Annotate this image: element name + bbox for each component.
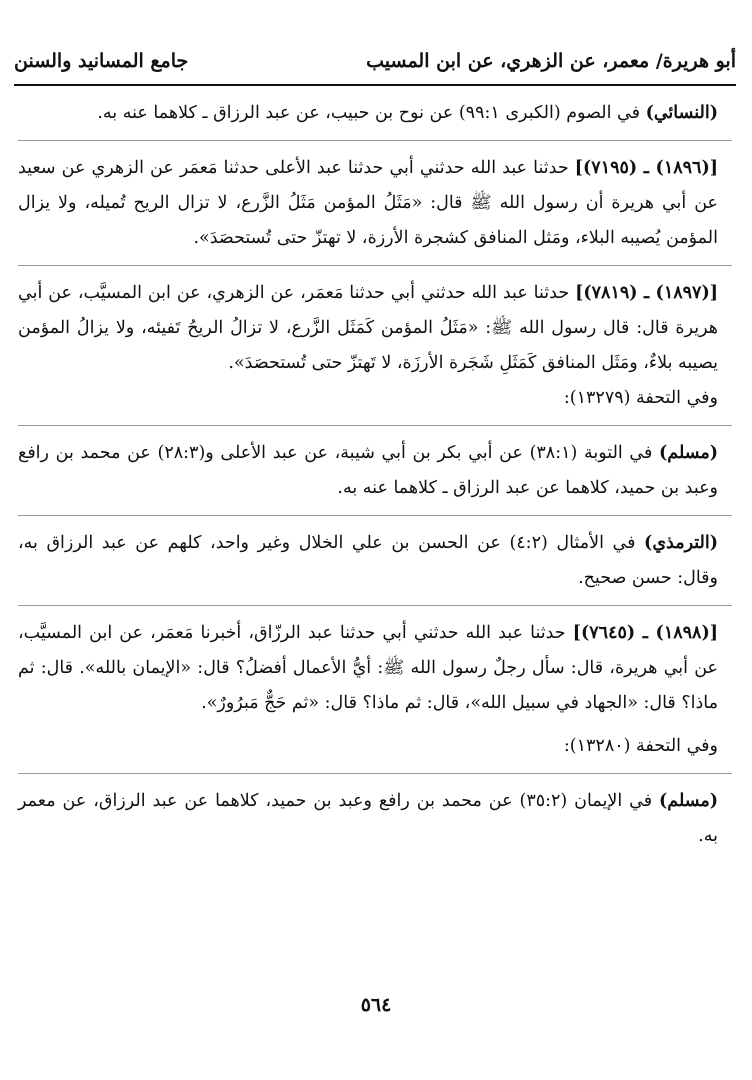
hadith-number: [(١٨٩٦) ـ (٧١٩٥)] [574,158,719,178]
ref-paragraph [18,526,732,596]
hadith-text: حدثنا عبد الله حدثني أبي حدثنا مَعمَر، عن الزهري، عن ابن المسيَّب، عن أبي هريرة قال: قال رسول الله ﷺ: «مَثَلُ المؤمن كَمَثَل الزَّرع، لا تزالُ الريحُ تَفيئه، ولا يزالُ المؤمن يصيبه بلاءٌ، ومَثَل المنافق كَمَثَلِ شَجَرة الأرزَة، لا تَهتزّ حتى تُستحصَدَ». [18,283,718,373]
tuhfa-note: وفي التحفة (١٣٢٧٩): [563,388,718,408]
divider [18,140,732,141]
ref-text: في الصوم (الكبرى ٩٩:١) عن نوح بن حبيب، عن عبد الرزاق ـ كلاهما عنه به. [97,103,646,123]
ref-paragraph [18,96,732,131]
ref-source: (مسلم) [659,791,719,811]
hadith-number: [(١٨٩٧) ـ (٧٨١٩)] [575,283,718,303]
divider [18,515,732,516]
ref-text: في الأمثال (٤:٢) عن الحسن بن علي الخلال وغير واحد، كلهم عن عبد الرزاق به، وقال: حسن صحيح. [18,533,718,588]
hadith-paragraph [18,151,732,256]
hadith-number: [(١٨٩٨) ـ (٧٦٤٥)] [572,623,718,643]
hadith-text: حدثنا عبد الله حدثني أبي حدثنا عبد الأعلى حدثنا مَعمَر عن الزهري عن سعيد عن أبي هريرة أن رسول الله ﷺ قال: «مَثَلُ المؤمن مَثَلُ الزَّرع، لا تزال الريح تُميله، ولا يزال المؤمن يُصيبه البلاء، ومَثل المنافق كشجرة الأرزة، لا تهتزّ حتى تُستحصَدَ». [18,158,718,248]
divider [18,605,732,606]
ref-paragraph [18,784,732,854]
ref-text: في التوبة (٣٨:١) عن أبي بكر بن أبي شيبة، عن عبد الأعلى و(٢٨:٣) عن محمد بن رافع وعبد بن حميد، كلاهما عن عبد الرزاق ـ كلاهما عنه به. [18,443,718,498]
ref-text: في الإيمان (٣٥:٢) عن محمد بن رافع وعبد بن حميد، كلاهما عن عبد الرزاق، عن معمر به. [18,791,718,846]
page-body [18,96,732,854]
hadith-paragraph [18,616,732,721]
tuhfa-note: وفي التحفة (١٣٢٨٠): [563,736,718,756]
ref-source: (الترمذي) [644,533,718,553]
divider [18,773,732,774]
header-chapter-title: أبو هريرة/ معمر، عن الزهري، عن ابن المسيب [366,50,736,72]
hadith-text: حدثنا عبد الله حدثني أبي حدثنا عبد الرزّاق، أخبرنا مَعمَر، عن ابن المسيَّب، عن أبي هريرة، قال: سأل رجلٌ رسول الله ﷺ: أيُّ الأعمال أفضلُ؟ قال: «الإيمان بالله». قال: ثم ماذا؟ قال: «الجهاد في سبيل الله»، قال: ثم ماذا؟ قال: «ثم حَجٌّ مَبرُورٌ». [18,623,718,713]
page-number: ٥٦٤ [360,994,392,1016]
header-book-title: جامع المسانيد والسنن [14,50,189,72]
ref-source: (مسلم) [659,443,719,463]
running-header [14,44,736,86]
divider [18,265,732,266]
ref-source: (النسائي) [645,103,718,123]
hadith-paragraph [18,276,732,381]
divider [18,425,732,426]
ref-paragraph [18,436,732,506]
